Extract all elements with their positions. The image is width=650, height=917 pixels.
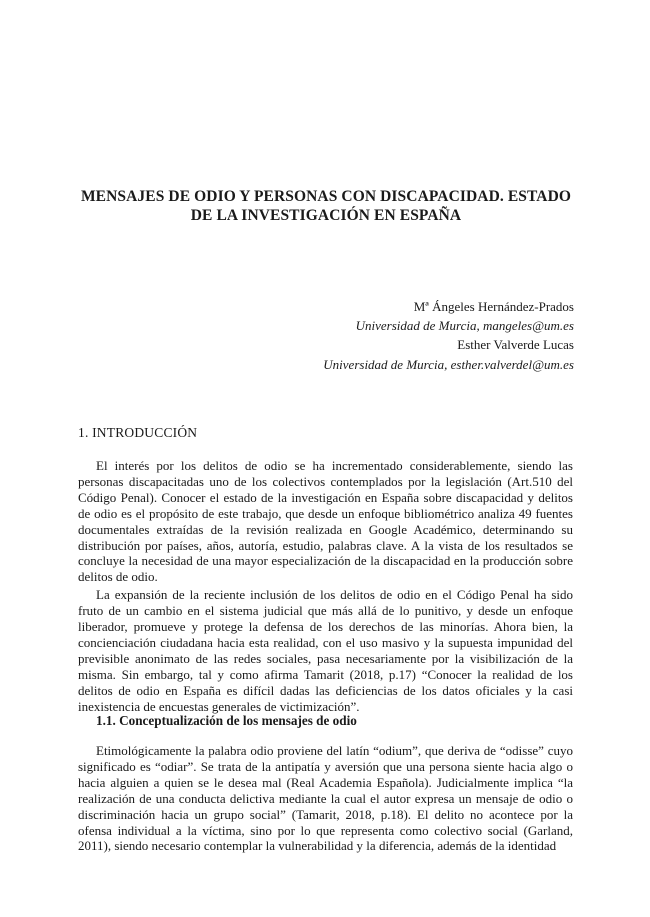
conceptualization-body bbox=[78, 743, 573, 854]
introduction-body bbox=[78, 458, 573, 715]
author-name: Mª Ángeles Hernández-Prados bbox=[413, 299, 574, 314]
author-affiliation: Universidad de Murcia, esther.valverdel@um.es bbox=[323, 356, 574, 372]
subsection-heading: 1.1. Conceptualización de los mensajes de odio bbox=[96, 713, 357, 728]
author-name: Esther Valverde Lucas bbox=[457, 337, 574, 353]
author-affiliation: Universidad de Murcia, mangeles@um.es bbox=[355, 318, 574, 334]
body-paragraph: La expansión de la reciente inclusión de los delitos de odio en el Código Penal ha sido fruto de un cambio en el sistema judicial que más allá de lo punitivo, y desde un enfoque liberador, promueve y protege la defensa de los derechos de las minorías. Ahora bien, la concienciación ciudadana hacia esta realidad, con el uso masivo y la supuesta impunidad del previsible anonimato de las redes sociales, pasa necesariamente por la visibilización de la misma. Sin embargo, tal y como afirma Tamarit (2018, p.17) “Conocer la realidad de los delitos de odio en España es difícil dadas las deficiencias de los datos oficiales y la casi inexistencia de encuestas generales de victimización”. bbox=[78, 587, 573, 714]
section-heading: 1. INTRODUCCIÓN bbox=[78, 425, 198, 440]
paper-title-line-1: MENSAJES DE ODIO Y PERSONAS CON DISCAPACIDAD. ESTADO bbox=[80, 188, 572, 205]
author-block bbox=[154, 297, 574, 374]
body-paragraph: El interés por los delitos de odio se ha incrementado considerablemente, siendo las personas discapacitadas uno de los colectivos contemplados por la legislación (Art.510 del Código Penal). Conocer el estado de la investigación en España sobre discapacidad y delitos de odio es el propósito de este trabajo, que desde un enfoque bibliométrico analiza 49 fuentes documentales extraídas de la revisión realizada en Google Académico, determinando su distribución por países, años, autoría, estudio, palabras clave. A la vista de los resultados se concluye la necesidad de una mayor especialización de la discapacidad en la producción sobre delitos de odio. bbox=[78, 458, 573, 585]
body-paragraph: Etimológicamente la palabra odio proviene del latín “odium”, que deriva de “odisse” cuyo significado es “odiar”. Se trata de la antipatía y aversión que una persona siente hacia algo o hacia alguien a quien se le desea mal (Real Academia Española). Judicialmente implica “la realización de una conducta delictiva mediante la cual el autor expresa un mensaje de odio o discriminación hacia un grupo social” (Tamarit, 2018, p.18). El delito no acontece por la ofensa individual a la víctima, sino por lo que representa como colectivo social (Garland, 2011), siendo necesario contemplar la vulnerabilidad y la diferencia, además de la identidad bbox=[78, 743, 573, 854]
paper-title-line-2: DE LA INVESTIGACIÓN EN ESPAÑA bbox=[190, 207, 462, 224]
paper-title bbox=[80, 187, 572, 225]
